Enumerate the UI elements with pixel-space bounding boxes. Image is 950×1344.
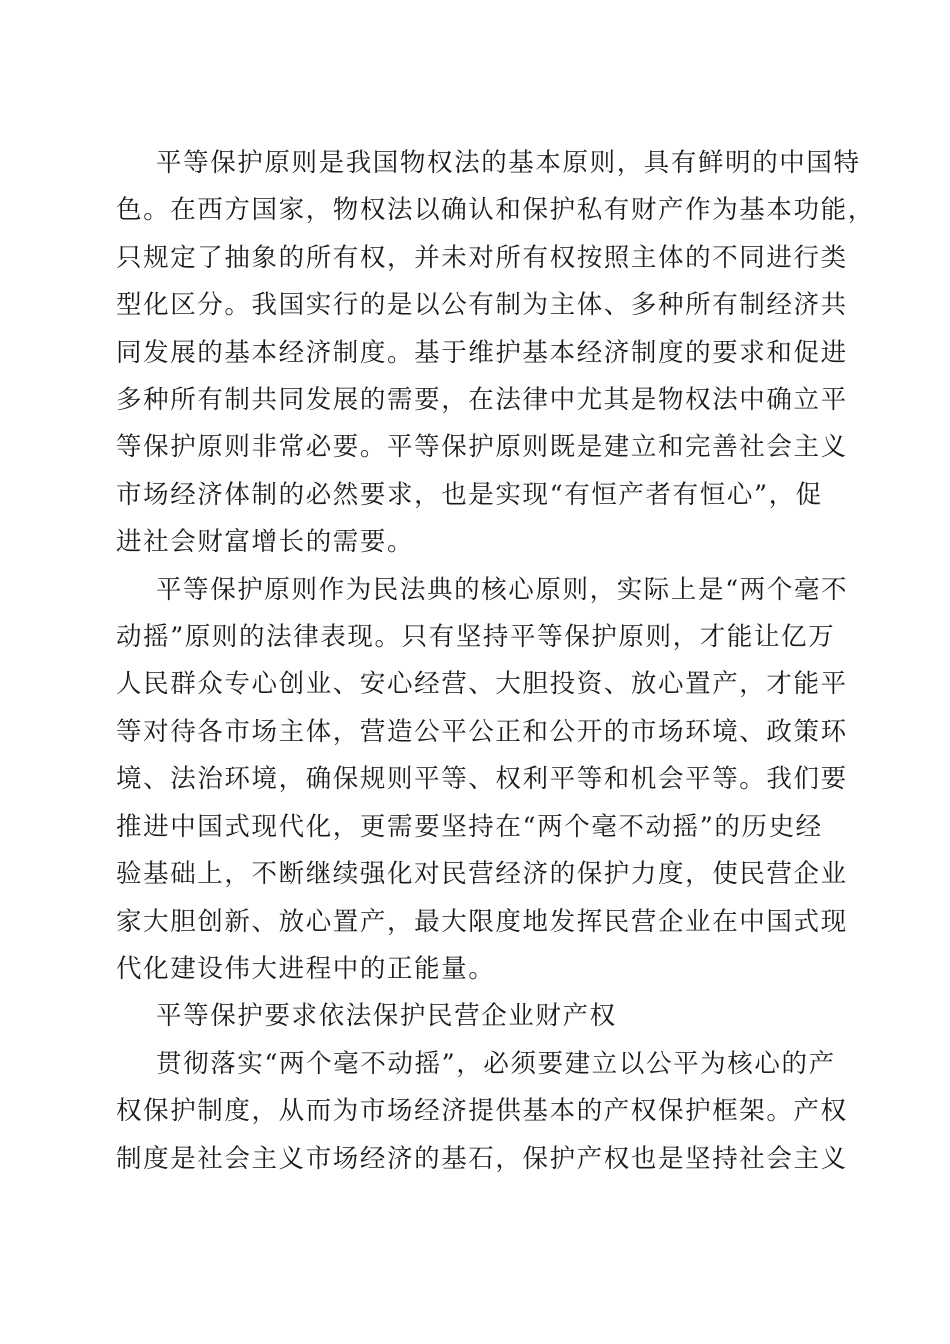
text-line: 平等保护原则作为民法典的核心原则，实际上是“两个毫不 [156, 574, 849, 605]
text-line: 多种所有制共同发展的需要，在法律中尤其是物权法中确立平 [116, 385, 848, 416]
document-body [116, 140, 875, 1183]
text-line: 验基础上，不断继续强化对民营经济的保护力度，使民营企业 [116, 859, 848, 890]
text-line: 等保护原则非常必要。平等保护原则既是建立和完善社会主义 [116, 432, 848, 463]
text-line: 家大胆创新、放心置产，最大限度地发挥民营企业在中国式现 [116, 906, 848, 937]
paragraph-equal-protection-principle [116, 140, 875, 567]
section-heading [116, 993, 836, 1040]
text-line: 动摇”原则的法律表现。只有坚持平等保护原则，才能让亿万 [116, 622, 836, 653]
text-line: 权保护制度，从而为市场经济提供基本的产权保护框架。产权 [116, 1096, 848, 1127]
heading-line: 平等保护要求依法保护民营企业财产权 [156, 1001, 617, 1032]
text-line: 只规定了抽象的所有权，并未对所有权按照主体的不同进行类 [116, 242, 848, 273]
text-line: 同发展的基本经济制度。基于维护基本经济制度的要求和促进 [116, 337, 848, 368]
text-line: 色。在西方国家，物权法以确认和保护私有财产作为基本功能， [116, 195, 875, 226]
text-line: 制度是社会主义市场经济的基石，保护产权也是坚持社会主义 [116, 1143, 848, 1174]
text-line: 推进中国式现代化，更需要坚持在“两个毫不动摇”的历史经 [116, 811, 823, 842]
text-line: 贯彻落实“两个毫不动摇”，必须要建立以公平为核心的产 [156, 1048, 836, 1079]
text-line: 等对待各市场主体，营造公平公正和公开的市场环境、政策环 [116, 716, 848, 747]
text-line: 平等保护原则是我国物权法的基本原则，具有鲜明的中国特 [156, 148, 861, 178]
text-line: 人民群众专心创业、安心经营、大胆投资、放心置产，才能平 [116, 669, 848, 700]
paragraph-civil-code-core-principle [116, 567, 849, 994]
text-line: 进社会财富增长的需要。 [116, 527, 415, 558]
paragraph-property-rights-protection [116, 1041, 848, 1183]
text-line: 代化建设伟大进程中的正能量。 [116, 953, 496, 984]
text-line: 市场经济体制的必然要求，也是实现“有恒产者有恒心”，促 [116, 479, 823, 510]
text-line: 境、法治环境，确保规则平等、权利平等和机会平等。我们要 [116, 764, 848, 795]
text-line: 型化区分。我国实行的是以公有制为主体、多种所有制经济共 [116, 290, 848, 321]
